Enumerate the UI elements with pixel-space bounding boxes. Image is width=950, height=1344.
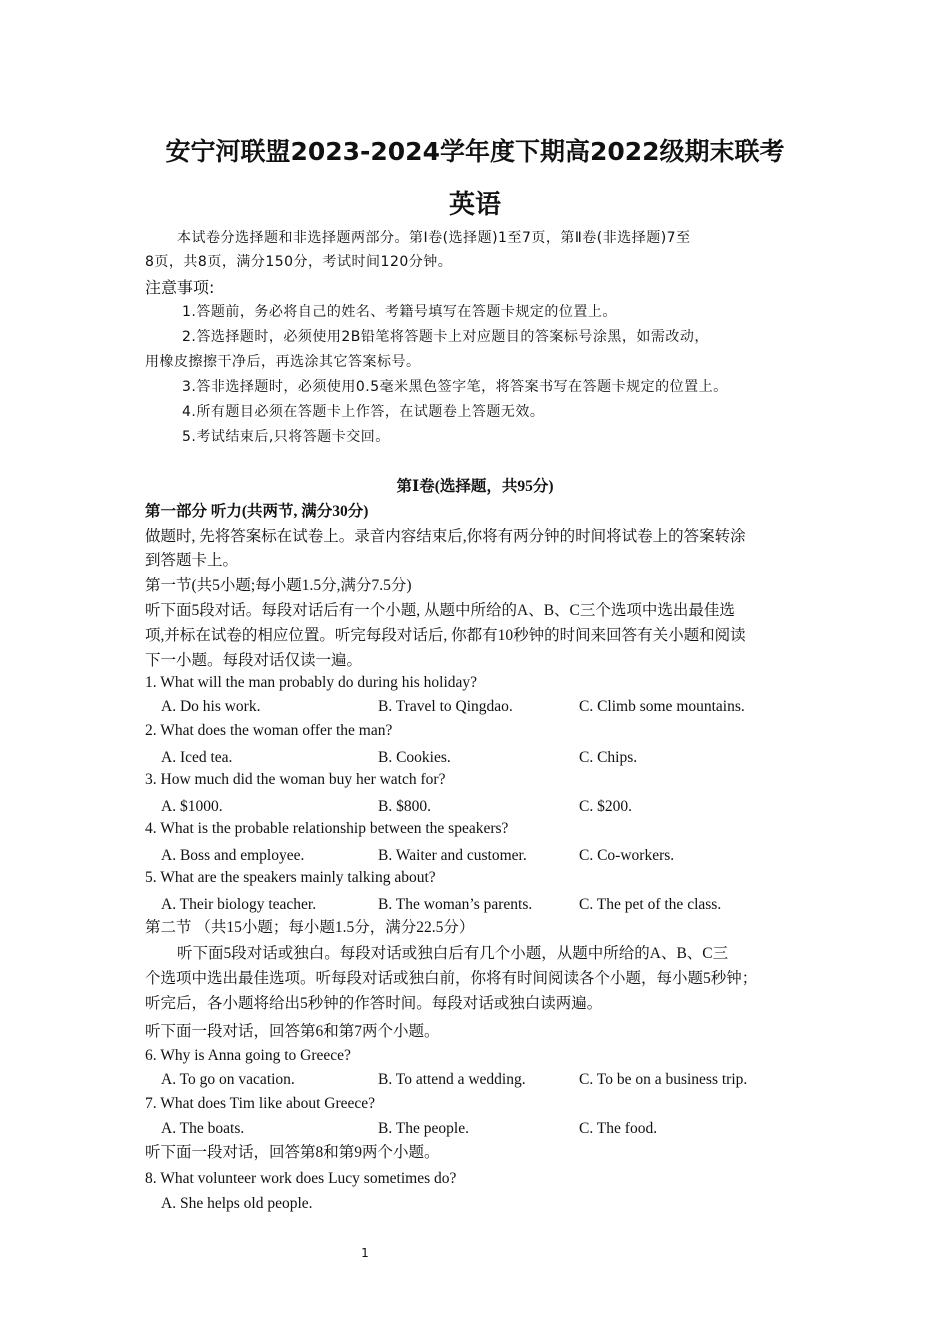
question-7-option-b: B. The people.: [378, 1120, 469, 1137]
note-item-2b: 用橡皮擦擦干净后，再选涂其它答案标号。: [145, 354, 421, 370]
question-2-option-c: C. Chips.: [579, 749, 638, 766]
volume-heading: 第Ⅰ卷(选择题，共95分): [396, 478, 554, 495]
intro-line-2: 8页，共8页，满分150分，考试时间120分钟。: [145, 254, 453, 270]
part1-instruction-1: 做题时, 先将答案标在试卷上。录音内容结束后,你将有两分钟的时间将试卷上的答案转涂: [145, 528, 746, 545]
section2-group-1: 听下面一段对话，回答第6和第7两个小题。: [145, 1023, 440, 1040]
note-item-1: 1.答题前，务必将自己的姓名、考籍号填写在答题卡规定的位置上。: [182, 304, 617, 320]
note-item-5: 5.考试结束后,只将答题卡交回。: [182, 429, 390, 445]
part1-heading: 第一部分 听力(共两节, 满分30分): [145, 503, 369, 520]
question-1-option-c: C. Climb some mountains.: [579, 698, 745, 715]
question-2: 2. What does the woman offer the man?: [145, 722, 393, 739]
question-5-option-a: A. Their biology teacher.: [161, 896, 317, 913]
notes-heading: 注意事项:: [145, 278, 215, 297]
question-3: 3. How much did the woman buy her watch for?: [145, 771, 446, 788]
question-5-option-b: B. The woman’s parents.: [378, 896, 533, 913]
section1-instruction-2: 项,并标在试卷的相应位置。听完每段对话后, 你都有10秒钟的时间来回答有关小题和阅读: [145, 627, 746, 644]
section1-instruction-3: 下一小题。每段对话仅读一遍。: [145, 652, 363, 669]
question-6-option-a: A. To go on vacation.: [161, 1071, 295, 1088]
question-3-option-c: C. $200.: [579, 798, 632, 815]
question-2-option-a: A. Iced tea.: [161, 749, 233, 766]
exam-title: 安宁河联盟2023-2024学年度下期高2022级期末联考: [165, 137, 785, 166]
question-6: 6. Why is Anna going to Greece?: [145, 1047, 351, 1064]
question-2-option-b: B. Cookies.: [378, 749, 451, 766]
question-1-option-b: B. Travel to Qingdao.: [378, 698, 513, 715]
question-4-option-c: C. Co-workers.: [579, 847, 675, 864]
question-1: 1. What will the man probably do during his holiday?: [145, 674, 478, 691]
section1-instruction-1: 听下面5段对话。每段对话后有一个小题, 从题中所给的A、B、C三个选项中选出最佳选: [145, 602, 735, 619]
section2-instruction-3: 听完后，各小题将给出5秒钟的作答时间。每段对话或独白读两遍。: [145, 995, 603, 1012]
question-5: 5. What are the speakers mainly talking about?: [145, 869, 436, 886]
question-4-option-b: B. Waiter and customer.: [378, 847, 527, 864]
question-5-option-c: C. The pet of the class.: [579, 896, 722, 913]
question-7-option-a: A. The boats.: [161, 1120, 245, 1137]
note-item-4: 4.所有题目必须在答题卡上作答，在试题卷上答题无效。: [182, 404, 545, 420]
subject-title: 英语: [448, 190, 501, 220]
note-item-3: 3.答非选择题时，必须使用0.5毫米黑色签字笔，将答案书写在答题卡规定的位置上。: [182, 379, 728, 395]
page-number: 1: [361, 1246, 369, 1260]
note-item-2a: 2.答选择题时，必须使用2B铅笔将答题卡上对应题目的答案标号涂黑，如需改动，: [182, 329, 709, 345]
question-7: 7. What does Tim like about Greece?: [145, 1095, 376, 1112]
intro-line-1: 本试卷分选择题和非选择题两部分。第Ⅰ卷(选择题)1至7页，第Ⅱ卷(非选择题)7至: [177, 230, 691, 246]
question-3-option-a: A. $1000.: [161, 798, 223, 815]
question-6-option-b: B. To attend a wedding.: [378, 1071, 526, 1088]
section1-heading: 第一节(共5小题;每小题1.5分,满分7.5分): [145, 577, 412, 594]
section2-group-2: 听下面一段对话，回答第8和第9两个小题。: [145, 1144, 440, 1161]
question-8-option-a: A. She helps old people.: [161, 1195, 313, 1212]
question-4: 4. What is the probable relationship between the speakers?: [145, 820, 509, 837]
question-1-option-a: A. Do his work.: [161, 698, 261, 715]
question-7-option-c: C. The food.: [579, 1120, 658, 1137]
question-4-option-a: A. Boss and employee.: [161, 847, 305, 864]
section2-instruction-1: 听下面5段对话或独白。每段对话或独白后有几个小题，从题中所给的A、B、C三: [177, 945, 729, 962]
question-8: 8. What volunteer work does Lucy sometimes do?: [145, 1170, 457, 1187]
part1-instruction-2: 到答题卡上。: [145, 552, 239, 569]
section2-instruction-2: 个选项中选出最佳选项。听每段对话或独白前，你将有时间阅读各个小题，每小题5秒钟；: [145, 970, 758, 987]
section2-heading: 第二节 （共15小题；每小题1.5分，满分22.5分）: [145, 919, 475, 936]
question-6-option-c: C. To be on a business trip.: [579, 1071, 748, 1088]
question-3-option-b: B. $800.: [378, 798, 431, 815]
